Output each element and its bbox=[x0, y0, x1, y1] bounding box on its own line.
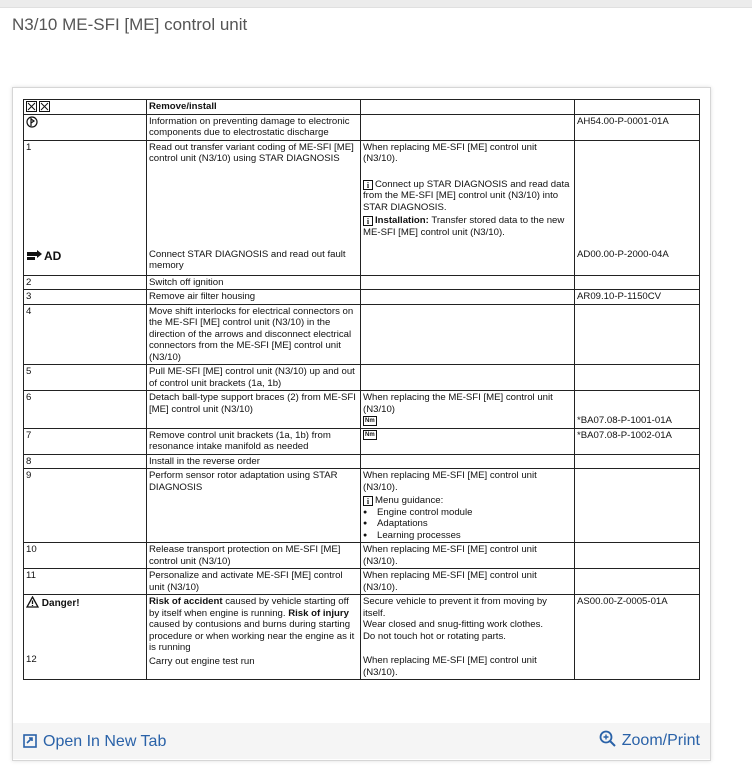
info-icon: i bbox=[363, 180, 373, 190]
page-title: N3/10 ME-SFI [ME] control unit bbox=[12, 15, 248, 34]
step-note-connect: Connect up STAR DIAGNOSIS and read data from the ME-SFI [ME] control unit (N3/10) into STAR DIAGNOSIS. bbox=[363, 178, 570, 213]
table-row bbox=[24, 304, 700, 365]
danger-measure: Secure vehicle to prevent it from moving by itself. bbox=[363, 596, 547, 619]
remove-install-icon-2 bbox=[39, 101, 50, 112]
zoom-print-link[interactable]: Zoom/Print bbox=[599, 730, 700, 750]
step-ref-link[interactable]: *BA07.08-P-1002-01A bbox=[575, 428, 700, 454]
table-row bbox=[24, 469, 700, 543]
esd-ref-link[interactable]: AH54.00-P-0001-01A bbox=[575, 114, 700, 140]
info-icon: i bbox=[363, 216, 373, 226]
step-number: 8 bbox=[24, 454, 147, 469]
table-row bbox=[24, 543, 700, 569]
procedure-table bbox=[23, 99, 700, 680]
torque-icon: Nm bbox=[365, 432, 375, 438]
info-icon: i bbox=[363, 496, 373, 506]
step-text: Install in the reverse order bbox=[147, 454, 361, 469]
table-header-row bbox=[24, 100, 700, 115]
step-number: 10 bbox=[24, 543, 147, 569]
step-number: 7 bbox=[24, 428, 147, 454]
step-text: Read out transfer variant coding of ME-SFI [ME] control unit (N3/10) using STAR DIAGNOSIS bbox=[149, 141, 354, 165]
step-number: 2 bbox=[24, 275, 147, 290]
step-text: Move shift interlocks for electrical connectors on the ME-SFI [ME] control unit (N3/10) in the direction of the arrows and disconnect electrical connectors from the ME-SFI [ME] control unit (N3/10) bbox=[147, 304, 361, 365]
table-row bbox=[24, 595, 700, 680]
remove-install-icon bbox=[26, 101, 37, 112]
step-note: When replacing ME-SFI [ME] control unit (N3/10). bbox=[363, 655, 537, 678]
step-text: Detach ball-type support braces (2) from ME-SFI [ME] control unit (N3/10) bbox=[147, 391, 361, 429]
ad-label: AD bbox=[26, 249, 61, 264]
list-item: ● Engine control module bbox=[363, 507, 572, 519]
step-note: When replacing ME-SFI [ME] control unit (N3/10). bbox=[361, 543, 575, 569]
table-row bbox=[24, 140, 700, 275]
step-number: 12 bbox=[26, 653, 37, 665]
table-row bbox=[24, 391, 700, 429]
step-ref-link[interactable]: *BA07.08-P-1001-01A bbox=[577, 415, 672, 427]
step-text: Personalize and activate ME-SFI [ME] control unit (N3/10) bbox=[147, 569, 361, 595]
installation-note: Transfer stored data to the new ME-SFI [ME] control unit (N3/10). bbox=[363, 215, 565, 238]
danger-ref-link[interactable]: AS00.00-Z-0005-01A bbox=[575, 595, 700, 680]
table-row bbox=[24, 365, 700, 391]
step-note: When replacing ME-SFI [ME] control unit (N3/10). bbox=[363, 470, 537, 493]
table-row bbox=[24, 428, 700, 454]
top-bar bbox=[0, 0, 752, 8]
step-number: 5 bbox=[24, 365, 147, 391]
step-number: 11 bbox=[24, 569, 147, 595]
list-item: ● Learning processes bbox=[363, 530, 572, 542]
step-text: Release transport protection on ME-SFI [ME] control unit (N3/10) bbox=[147, 543, 361, 569]
step-number: 3 bbox=[24, 290, 147, 305]
installation-label: Installation: bbox=[375, 215, 429, 227]
danger-measure: Wear closed and snug-fitting work clothes. bbox=[363, 619, 544, 631]
step-number: 4 bbox=[24, 304, 147, 365]
table-row bbox=[24, 275, 700, 290]
procedure-document bbox=[23, 99, 699, 719]
open-tab-icon bbox=[23, 734, 37, 748]
document-frame bbox=[12, 87, 711, 761]
step-note: When replacing the ME-SFI [ME] control unit (N3/10) bbox=[363, 392, 553, 415]
esd-info-text: Information on preventing damage to electronic components due to electrostatic discharge bbox=[147, 114, 361, 140]
step-note: When replacing ME-SFI [ME] control unit (N3/10). bbox=[361, 569, 575, 595]
table-row bbox=[24, 290, 700, 305]
esd-warning-icon bbox=[26, 116, 38, 128]
table-row bbox=[24, 569, 700, 595]
menu-guidance-label: Menu guidance: bbox=[375, 495, 444, 507]
step-text: Remove control unit brackets (1a, 1b) from resonance intake manifold as needed bbox=[147, 428, 361, 454]
step-text: Carry out engine test run bbox=[149, 655, 255, 667]
table-row bbox=[24, 114, 700, 140]
zoom-icon bbox=[599, 730, 616, 747]
step-text: Switch off ignition bbox=[147, 275, 361, 290]
danger-text: Risk of accident caused by vehicle starting off by itself when engine is running. Risk of injury caused by contusions and burns during starting procedure or when working near the engine as it is running bbox=[149, 596, 355, 654]
step-ref-link[interactable]: AR09.10-P-1150CV bbox=[575, 290, 700, 305]
open-in-new-tab-link[interactable]: Open In New Tab bbox=[23, 733, 166, 751]
list-item: ● Adaptations bbox=[363, 518, 572, 530]
document-footer bbox=[13, 723, 710, 759]
menu-guidance-list bbox=[363, 507, 572, 542]
step-number: 9 bbox=[24, 469, 147, 543]
step-text: Remove air filter housing bbox=[147, 290, 361, 305]
step-text: Pull ME-SFI [ME] control unit (N3/10) up and out of control unit brackets (1a, 1b) bbox=[147, 365, 361, 391]
step-number: 6 bbox=[24, 391, 147, 429]
header-remove-install: Remove/install bbox=[147, 100, 361, 115]
step-note: When replacing ME-SFI [ME] control unit (N3/10). bbox=[363, 141, 537, 165]
table-row bbox=[24, 454, 700, 469]
diagnosis-hand-icon bbox=[26, 249, 44, 261]
warning-triangle-icon bbox=[26, 596, 39, 608]
step-text: Perform sensor rotor adaptation using STAR DIAGNOSIS bbox=[147, 469, 361, 543]
step-number: 1 bbox=[26, 141, 32, 153]
torque-icon: Nm bbox=[365, 417, 375, 424]
danger-measure: Do not touch hot or rotating parts. bbox=[363, 630, 506, 642]
ad-ref-link[interactable]: AD00.00-P-2000-04A bbox=[577, 248, 669, 260]
ad-text: Connect STAR DIAGNOSIS and read out fault memory bbox=[149, 248, 346, 272]
danger-label: Danger! bbox=[26, 596, 144, 610]
